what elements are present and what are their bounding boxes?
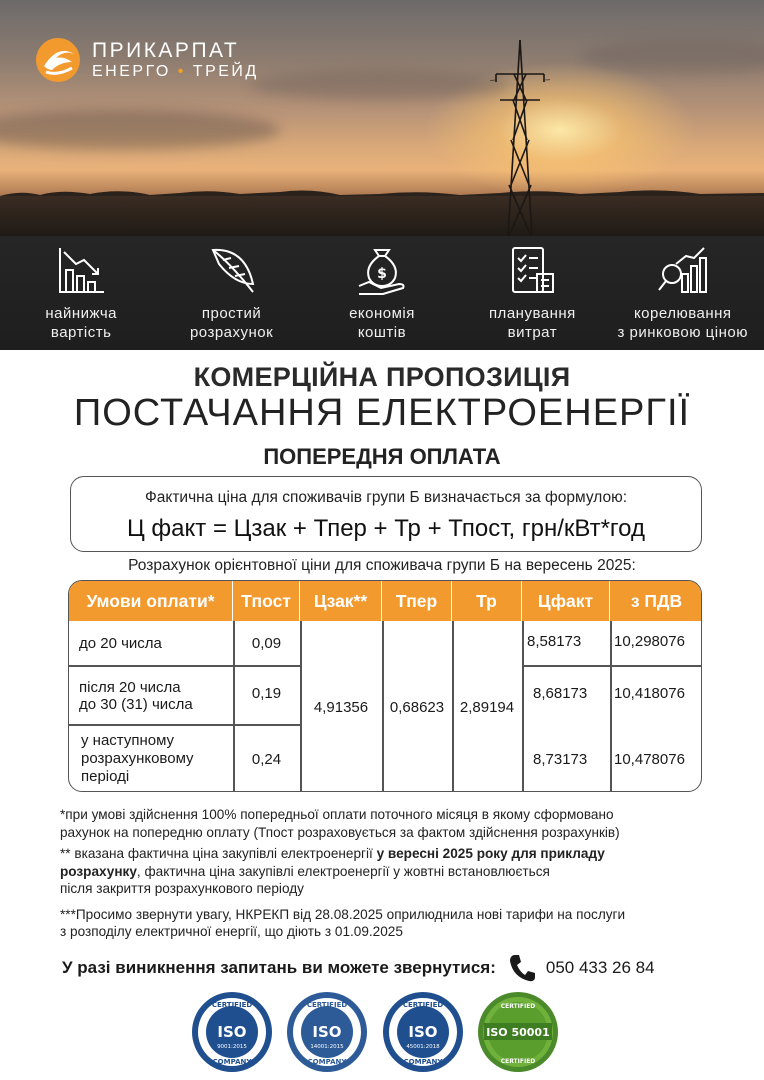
svg-text:CERTIFIED: CERTIFIED: [307, 1001, 348, 1009]
brand-name: ПРИКАРПАТ: [92, 38, 240, 62]
page-subtitle: ПОСТАЧАННЯ ЕЛЕКТРОЕНЕРГІЇ: [73, 392, 691, 434]
header-payment-terms: Умови оплати*: [69, 581, 233, 621]
svg-text:ISO: ISO: [408, 1023, 438, 1041]
svg-text:9001:2015: 9001:2015: [217, 1044, 247, 1050]
formula-box: [70, 476, 702, 552]
checklist-icon: [505, 244, 559, 298]
formula-intro: Фактична ціна для споживачів групи Б визначається за формулою:: [144, 489, 628, 506]
table-tr-shared: 2,89194: [459, 698, 515, 716]
hero-banner: [0, 0, 764, 236]
footnote-1: *при умові здійснення 100% попередньої оплати поточного місяця в якому сформовано рахунок на попередню оплату (Тпост розраховується за фактом здійснення розрахунків): [60, 807, 620, 840]
svg-text:CERTIFIED: CERTIFIED: [211, 1001, 253, 1009]
table-row-3-tpost: 0,24: [251, 750, 282, 768]
feature-simple-calc: простий розрахунок: [159, 244, 305, 342]
certification-badges: [190, 990, 560, 1076]
table-row-3-with-vat: 10,478076: [614, 750, 685, 768]
table-row-1-condition: до 20 числа: [79, 634, 162, 652]
table-row-2-condition: після 20 числа до 30 (31) числа: [79, 678, 193, 713]
table-tszak-shared: 4,91356: [313, 698, 369, 716]
phone-icon: [508, 953, 536, 983]
table-row-3-tsfakt: 8,73173: [533, 750, 588, 768]
power-tower: [490, 40, 550, 236]
svg-text:COMPANY: COMPANY: [307, 1058, 347, 1066]
footnote-3: ***Просимо звернути увагу, НКРЕКП від 28.08.2025 оприлюднила нові тарифи на послуги з розподілу електричної енергії, що діють з 01.09.2025: [60, 906, 626, 939]
svg-text:COMPANY: COMPANY: [403, 1058, 443, 1066]
sunrise-logo-icon: [34, 36, 82, 84]
svg-text:$: $: [377, 266, 387, 282]
page-title: КОМЕРЦІЙНА ПРОПОЗИЦІЯ: [193, 362, 571, 392]
table-row-2-tsfakt: 8,68173: [533, 684, 588, 702]
bar-chart-down-icon: [54, 244, 108, 298]
svg-text:45001:2018: 45001:2018: [405, 1044, 440, 1050]
header-tpost: Тпост: [233, 581, 300, 621]
header-with-vat: з ПДВ: [630, 591, 683, 611]
feature-market-correlation: корелювання з ринковою ціною: [610, 244, 756, 342]
table-row-1-tsfakt: 8,58173: [527, 633, 582, 650]
table-header: [69, 581, 701, 621]
svg-text:CERTIFIED: CERTIFIED: [500, 1058, 536, 1065]
header-tr: Тр: [452, 581, 522, 621]
iso-50001-badge-icon: [476, 990, 560, 1074]
features-bar: [0, 236, 764, 350]
table-row-1-tpost: 0,09: [251, 634, 282, 652]
contact-line: [62, 953, 742, 983]
table-row-2-with-vat: 10,418076: [614, 684, 685, 702]
phone-number[interactable]: 050 433 26 84: [545, 958, 655, 977]
iso-9001-badge-icon: [190, 990, 274, 1074]
payment-type: ПОПЕРЕДНЯ ОПЛАТА: [263, 444, 501, 469]
chart-magnifier-icon: [656, 244, 710, 298]
calc-title: Розрахунок орієнтовної ціни для споживача групи Б на вересень 2025:: [128, 557, 636, 574]
svg-text:CERTIFIED: CERTIFIED: [500, 1003, 536, 1010]
table-row-1-with-vat: 10,298076: [614, 633, 685, 650]
svg-text:ISO: ISO: [217, 1023, 247, 1041]
iso-14001-badge-icon: [285, 990, 369, 1074]
feature-lowest-cost: найнижча вартість: [8, 244, 154, 342]
price-table: [68, 580, 702, 792]
feather-icon: [205, 244, 259, 298]
svg-text:CERTIFIED: CERTIFIED: [402, 1001, 443, 1009]
feature-planning: планування витрат: [459, 244, 605, 342]
header-tszak: Цзак**: [300, 581, 382, 621]
table-tper-shared: 0,68623: [389, 698, 445, 716]
footnotes: [60, 806, 740, 945]
header-tsfakt: Цфакт: [522, 581, 610, 621]
formula-expression: Ц факт = Цзак + Тпер + Тр + Тпост, грн/кВт*год: [127, 515, 645, 542]
table-row-3-condition: у наступному розрахунковому періоді: [81, 732, 194, 785]
footnote-2: ** вказана фактична ціна закупівлі електроенергії у вересні 2025 року для прикладу розрахунку, фактична ціна закупівлі електроенергії у жовтні встановлюється після закриття розрахункового періоду: [60, 846, 605, 896]
header-tper: Тпер: [382, 581, 452, 621]
table-row-2-tpost: 0,19: [251, 684, 282, 702]
ground: [0, 196, 764, 236]
iso-45001-badge-icon: [381, 990, 465, 1074]
money-hand-icon: [355, 244, 409, 298]
brand-subname: ЕНЕРГО • ТРЕЙД: [92, 62, 259, 80]
svg-text:COMPANY: COMPANY: [212, 1058, 252, 1066]
contact-text: У разі виникнення запитань ви можете звернутися:: [62, 958, 496, 977]
feature-savings: $ економія коштів: [309, 244, 455, 342]
brand-logo: [34, 36, 259, 84]
svg-text:ISO: ISO: [312, 1023, 342, 1041]
svg-text:ISO 50001: ISO 50001: [486, 1026, 550, 1039]
svg-text:14001:2015: 14001:2015: [310, 1044, 345, 1050]
